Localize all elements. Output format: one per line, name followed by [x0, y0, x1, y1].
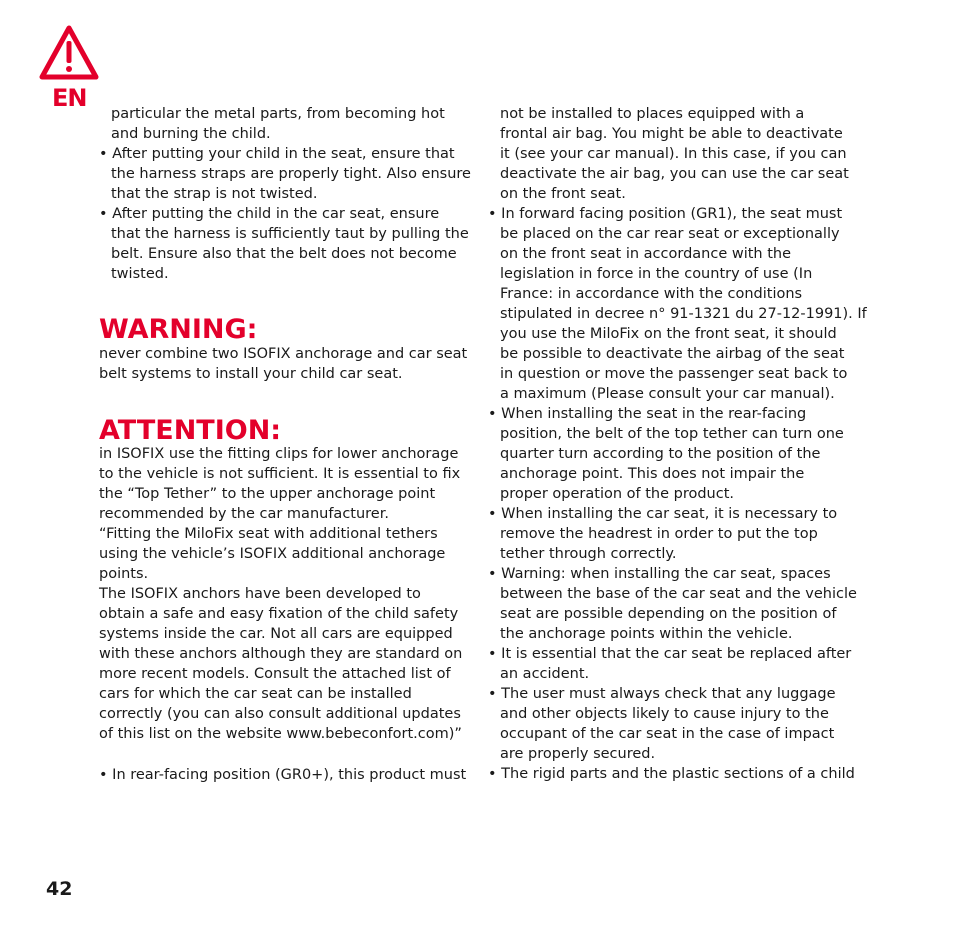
- text-line: points.: [99, 566, 149, 582]
- text-line: recommended by the car manufacturer.: [99, 506, 389, 522]
- text-line: the “Top Tether” to the upper anchorage point: [99, 486, 436, 502]
- text-line: between the base of the car seat and the vehicle: [500, 586, 857, 602]
- text-line: to the vehicle is not sufficient. It is essential to fix: [99, 466, 461, 482]
- text-line: not be installed to places equipped with a: [500, 106, 805, 122]
- text-line: belt systems to install your child car seat.: [99, 366, 403, 382]
- text-line: quarter turn according to the position of the: [500, 446, 821, 462]
- text-line: proper operation of the product.: [500, 486, 735, 502]
- text-line: the harness straps are properly tight. Also ensure: [111, 166, 471, 182]
- text-line: that the strap is not twisted.: [111, 186, 318, 202]
- text-line: • It is essential that the car seat be replaced after: [488, 646, 852, 662]
- text-line: occupant of the car seat in the case of impact: [500, 726, 835, 742]
- text-line: never combine two ISOFIX anchorage and car seat: [99, 346, 468, 362]
- text-line: an accident.: [500, 666, 590, 682]
- text-line: • After putting the child in the car seat, ensure: [99, 206, 440, 222]
- text-line: on the front seat.: [500, 186, 626, 202]
- text-line: of this list on the website www.bebeconfort.com)”: [99, 726, 462, 742]
- text-line: a maximum (Please consult your car manual).: [500, 386, 835, 402]
- text-line: and burning the child.: [111, 126, 271, 142]
- text-line: more recent models. Consult the attached list of: [99, 666, 451, 682]
- text-line: “Fitting the MiloFix seat with additional tethers: [99, 526, 438, 542]
- text-line: • In forward facing position (GR1), the seat must: [488, 206, 843, 222]
- text-line: on the front seat in accordance with the: [500, 246, 792, 262]
- text-line: tether through correctly.: [500, 546, 677, 562]
- text-line: belt. Ensure also that the belt does not become: [111, 246, 457, 262]
- text-line: that the harness is sufficiently taut by pulling the: [111, 226, 469, 242]
- text-line: The ISOFIX anchors have been developed to: [99, 586, 421, 602]
- text-line: obtain a safe and easy fixation of the child safety: [99, 606, 459, 622]
- text-line: the anchorage points within the vehicle.: [500, 626, 793, 642]
- text-line: be possible to deactivate the airbag of the seat: [500, 346, 845, 362]
- warning-triangle-icon: [38, 24, 100, 82]
- text-line: • When installing the car seat, it is necessary to: [488, 506, 838, 522]
- text-line: using the vehicle’s ISOFIX additional anchorage: [99, 546, 446, 562]
- text-line: position, the belt of the top tether can turn one: [500, 426, 844, 442]
- text-line: stipulated in decree n° 91-1321 du 27-12-1991). If: [500, 306, 867, 322]
- text-line: seat are possible depending on the position of: [500, 606, 837, 622]
- text-line: • The user must always check that any luggage: [488, 686, 836, 702]
- text-line: be placed on the car rear seat or exceptionally: [500, 226, 840, 242]
- text-line: with these anchors although they are standard on: [99, 646, 463, 662]
- page-number: 42: [46, 878, 73, 900]
- text-line: • When installing the seat in the rear-facing: [488, 406, 807, 422]
- text-line: it (see your car manual). In this case, if you can: [500, 146, 847, 162]
- text-line: in ISOFIX use the fitting clips for lower anchorage: [99, 446, 459, 462]
- text-line: in question or move the passenger seat back to: [500, 366, 848, 382]
- rear-facing-bullet: • In rear-facing position (GR0+), this product must: [99, 767, 467, 783]
- warning-heading: WARNING:: [99, 314, 258, 345]
- text-line: correctly (you can also consult additional updates: [99, 706, 461, 722]
- text-line: you use the MiloFix on the front seat, it should: [500, 326, 837, 342]
- text-line: cars for which the car seat can be installed: [99, 686, 412, 702]
- text-line: remove the headrest in order to put the top: [500, 526, 818, 542]
- text-line: France: in accordance with the conditions: [500, 286, 803, 302]
- text-line: legislation in force in the country of use (In: [500, 266, 813, 282]
- text-line: are properly secured.: [500, 746, 656, 762]
- language-label: EN: [52, 84, 87, 112]
- text-line: twisted.: [111, 266, 169, 282]
- text-line: • Warning: when installing the car seat, spaces: [488, 566, 831, 582]
- text-line: systems inside the car. Not all cars are equipped: [99, 626, 453, 642]
- text-line: frontal air bag. You might be able to deactivate: [500, 126, 843, 142]
- text-line: • After putting your child in the seat, ensure that: [99, 146, 455, 162]
- text-line: deactivate the air bag, you can use the car seat: [500, 166, 849, 182]
- text-line: anchorage point. This does not impair the: [500, 466, 805, 482]
- text-line: particular the metal parts, from becoming hot: [111, 106, 445, 122]
- attention-heading: ATTENTION:: [99, 415, 282, 446]
- text-line: and other objects likely to cause injury to the: [500, 706, 829, 722]
- text-line: • The rigid parts and the plastic sections of a child: [488, 766, 855, 782]
